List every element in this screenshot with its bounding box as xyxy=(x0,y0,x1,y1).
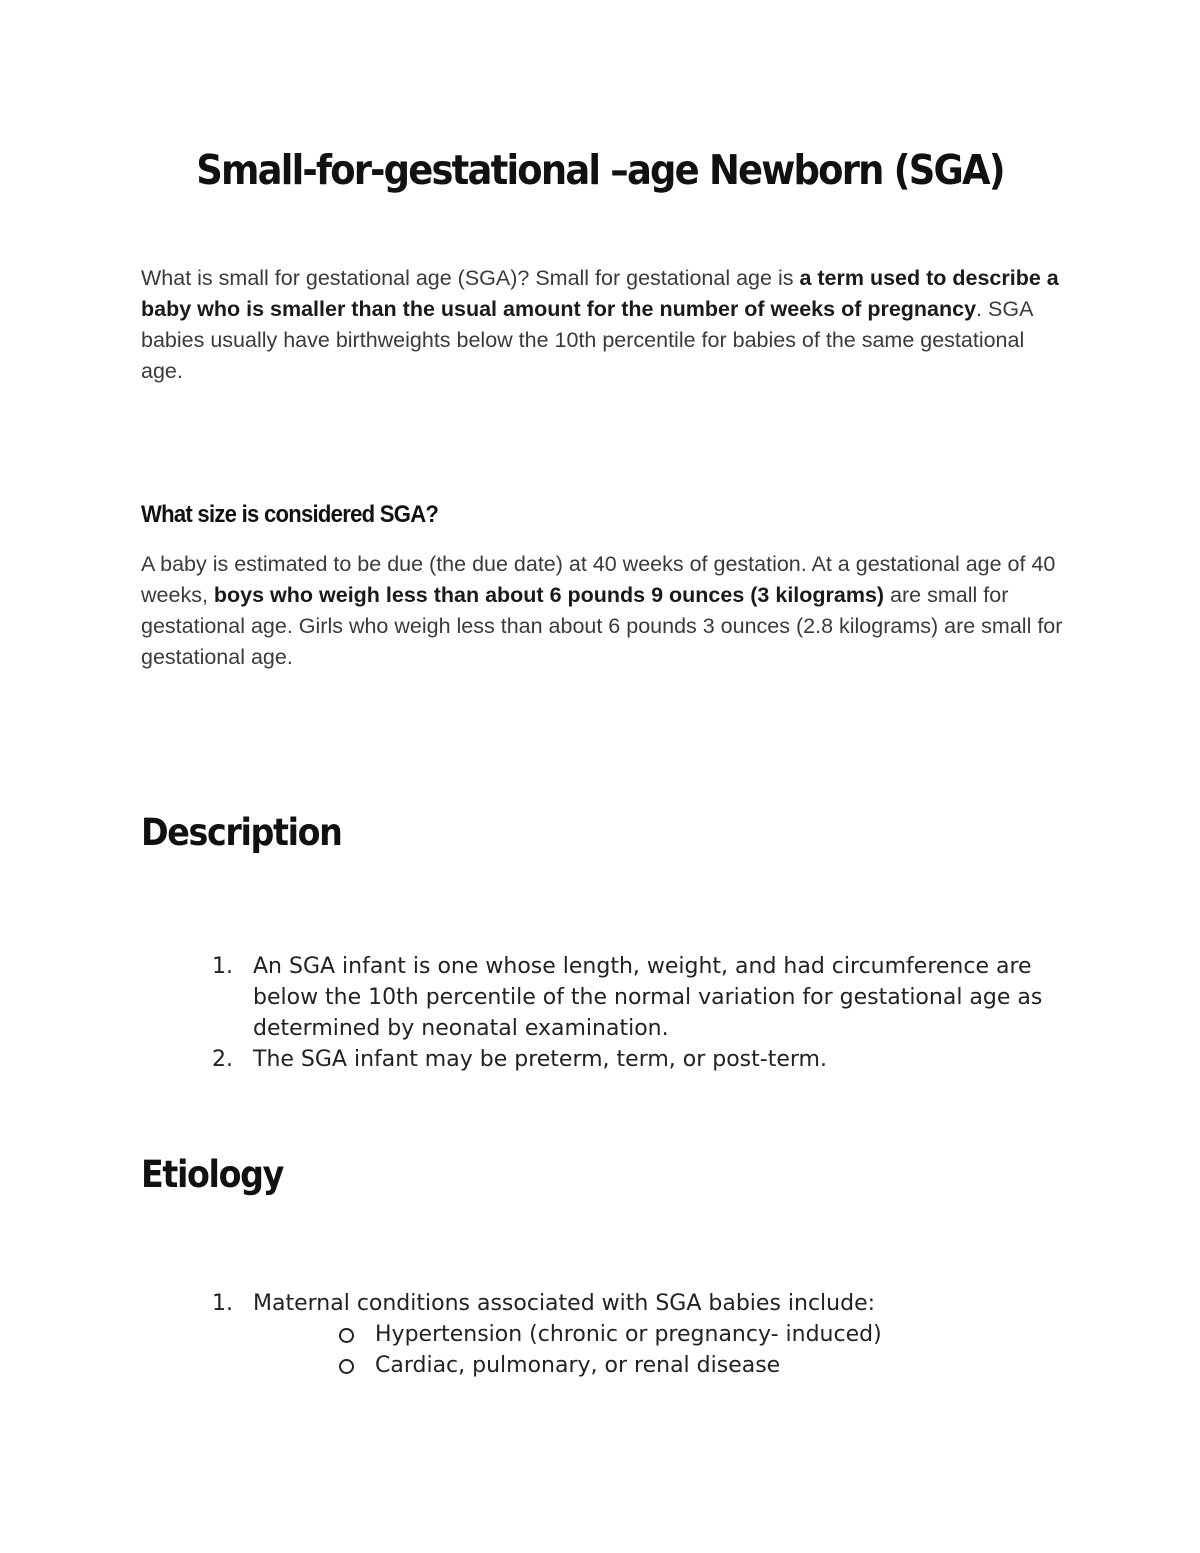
sublist-item-text: Cardiac, pulmonary, or renal disease xyxy=(375,1353,781,1378)
document-title: Small-for-gestational –age Newborn (SGA) xyxy=(196,146,1004,194)
list-item xyxy=(212,951,1072,1044)
list-item-number: 2. xyxy=(212,1047,233,1072)
list-item-number: 1. xyxy=(212,954,233,979)
size-paragraph xyxy=(141,549,1066,673)
sublist-item xyxy=(339,1350,1072,1381)
sublist-item xyxy=(339,1319,1072,1350)
list-item xyxy=(212,1288,1072,1381)
hollow-circle-bullet-icon xyxy=(339,1359,354,1374)
list-item-text: The SGA infant may be preterm, term, or post-term. xyxy=(253,1047,827,1072)
size-text-2: are small for gestational age. Girls who weigh less than about 6 pounds 3 ounces (2.8 kilograms) are small for gestational age. xyxy=(141,583,1063,669)
etiology-list xyxy=(212,1288,1072,1381)
intro-text-2: . SGA babies usually have birthweights below the 10th percentile for babies of the same gestational age. xyxy=(141,297,1033,383)
size-bold-text: boys who weigh less than about 6 pounds 9 ounces (3 kilograms) xyxy=(213,583,885,607)
list-item xyxy=(212,1044,1072,1075)
sublist-item-text: Hypertension (chronic or pregnancy- induced) xyxy=(375,1322,882,1347)
list-item-text: An SGA infant is one whose length, weight, and had circumference are below the 10th percentile of the normal variation for gestational age as determined by neonatal examination. xyxy=(253,954,1043,1041)
hollow-circle-bullet-icon xyxy=(339,1328,354,1343)
description-list xyxy=(212,951,1072,1075)
description-heading: Description xyxy=(141,811,342,854)
size-text-1: A baby is estimated to be due (the due date) at 40 weeks of gestation. At a gestational age of 40 weeks, xyxy=(141,552,1056,607)
list-item-text: Maternal conditions associated with SGA babies include: xyxy=(253,1291,876,1316)
etiology-heading: Etiology xyxy=(141,1153,284,1196)
list-item-number: 1. xyxy=(212,1291,233,1316)
intro-text-1: What is small for gestational age (SGA)? Small for gestational age is xyxy=(141,266,800,290)
maternal-conditions-sublist xyxy=(339,1319,1072,1381)
intro-bold-text: a term used to describe a baby who is smaller than the usual amount for the number of weeks of pregnancy xyxy=(141,266,1059,321)
intro-paragraph xyxy=(141,263,1066,387)
size-heading: What size is considered SGA? xyxy=(141,501,439,528)
